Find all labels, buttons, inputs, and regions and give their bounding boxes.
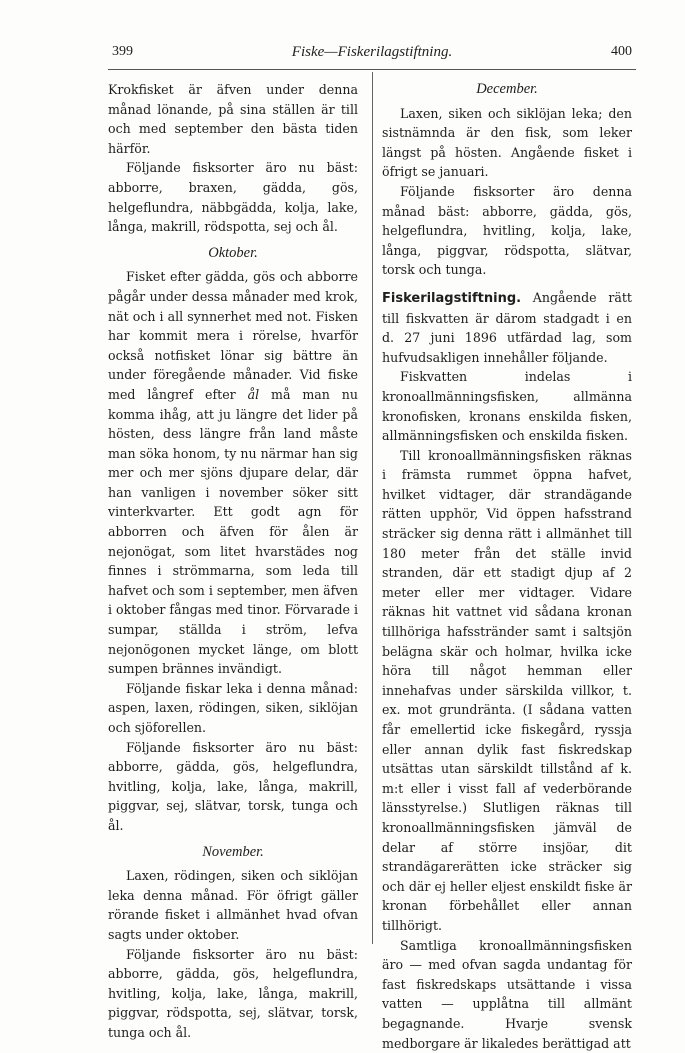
section-heading-oktober: Oktober. [208, 244, 258, 261]
running-title: Fiske—Fiskerilagstiftning. [291, 44, 453, 60]
paragraph: Laxen, siken och siklöjan leka; den sistnämnda är den fisk, som leker längst på hösten. Angående fisket i öfrigt se januari. [382, 105, 632, 180]
paragraph: Följande fisksorter äro nu bäst: abborre, braxen, gädda, gös, helgeflundra, näbbgädda, kolja, lake, långa, makrill, rödspotta, sej och ål. [108, 160, 358, 235]
paragraph: Fisket efter gädda, gös och abborre pågår under dessa månader med krok, nät och i all synnerhet med not. Fisken har kommit mera i rörelse, hvarför också notfisket lönar sig bättre än under föregående månader. Vid fiske med långref efter ål må man nu komma ihåg, att ju längre det lider på hösten, dess längre från land måste man söka honom, ty nu närmar han sig mer och mer sjöns djupare delar, där han vanligen i november söker sitt vinterkvarter. Ett godt agn för abborren och äfven för ålen är nejonögat, som litet hvarstädes nog finnes i strömmarna, som leda till hafvet och som i september, men äfven i oktober fångas med tinor. Förvarade i sumpar, ställda i ström, lefva nejonögonen mycket länge, om blott sumpen brännes invändigt. [108, 269, 358, 677]
paragraph: Samtliga kronoallmänningsfisken äro — med ofvan sagda undantag för fast fiskredskaps utsättande i vissa vatten — upplåtna till allmänt begagnande. Hvarje svensk medborgare är likaledes berättigad att [382, 937, 632, 1051]
right-page-number: 400 [611, 44, 632, 59]
paragraph: Följande fiskar leka i denna månad: aspen, laxen, rödingen, siken, siklöjan och sjöforellen. [108, 680, 358, 735]
header-rule [108, 69, 636, 70]
section-heading-november: November. [202, 843, 264, 860]
paragraph: Följande fisksorter äro nu bäst: abborre, gädda, gös, helgeflundra, hvitling, kolja, lake, långa, makrill, piggvar, sej, slätvar, torsk, tunga och ål. [108, 739, 358, 833]
page-header [112, 44, 632, 68]
paragraph: Krokfisket är äfven under denna månad lönande, på sina ställen är till och med september den bästa tiden härför. [108, 82, 358, 156]
spacer [382, 280, 632, 288]
paragraph: Följande fisksorter äro nu bäst: abborre, gädda, gös, helgeflundra, hvitling, kolja, lake, långa, makrill, piggvar, rödspotta, sej, slätvar, torsk, tunga och ål. [108, 946, 358, 1040]
paragraph: Till kronoallmänningsfisken räknas i främsta rummet öppna hafvet, hvilket vidtager, där strandägande rätten upphör, Vid öppen hafsstrand sträcker sig denna rätt i allmänhet till 180 meter från det ställe invid stranden, där ett stadigt djup af 2 meter eller mer vidtager. Vidare räknas hit vattnet vid sådana kronan tillhöriga hafsstränder samt i saltsjön belägna skär och holmar, hvilka icke höra till något hemman eller innehafvas under särskilda villkor, t. ex. mot grundränta. (I sådana vatten får emellertid icke fiskegård, ryssja eller annan dylik fast fiskredskap utsättas utan särskildt tillstånd af k. m:t eller i visst fall af vederbörande länsstyrelse.) Slutligen räknas till kronoallmänningsfisken jämväl de delar af större insjöar, dit strandägarerätten icke sträcker sig och där ej heller eljest enskildt fiske är kronan förbehållet eller annan tillhörigt. [382, 447, 632, 933]
section-heading-december: December. [476, 81, 538, 97]
left-column [108, 80, 358, 1043]
paragraph: Fiskerilagstiftning. Angående rätt till fiskvatten är därom stadgadt i en d. 27 juni 1896 utfärdad lag, som hufvudsakligen innehåller följande. [382, 289, 632, 365]
paragraph: Fiskvatten indelas i kronoallmänningsfisken, allmänna kronofisken, kronans enskilda fisken, allmänningsfisken och enskilda fisken. [382, 369, 632, 444]
left-page-number: 399 [112, 44, 133, 59]
column-divider [372, 72, 373, 944]
paragraph: Laxen, rödingen, siken och siklöjan leka denna månad. För öfrigt gäller rörande fisket i allmänhet hvad ofvan sagts under oktober. [108, 868, 358, 942]
paragraph: Följande fisksorter äro denna månad bäst: abborre, gädda, gös, helgeflundra, hvitling, kolja, lake, långa, piggvar, rödspotta, slätvar, torsk och tunga. [382, 183, 632, 278]
emphasis-al: ål [247, 386, 260, 402]
section-heading-fiskerilagstiftning: Fiskerilagstiftning. [382, 290, 522, 306]
right-column [382, 80, 632, 1053]
